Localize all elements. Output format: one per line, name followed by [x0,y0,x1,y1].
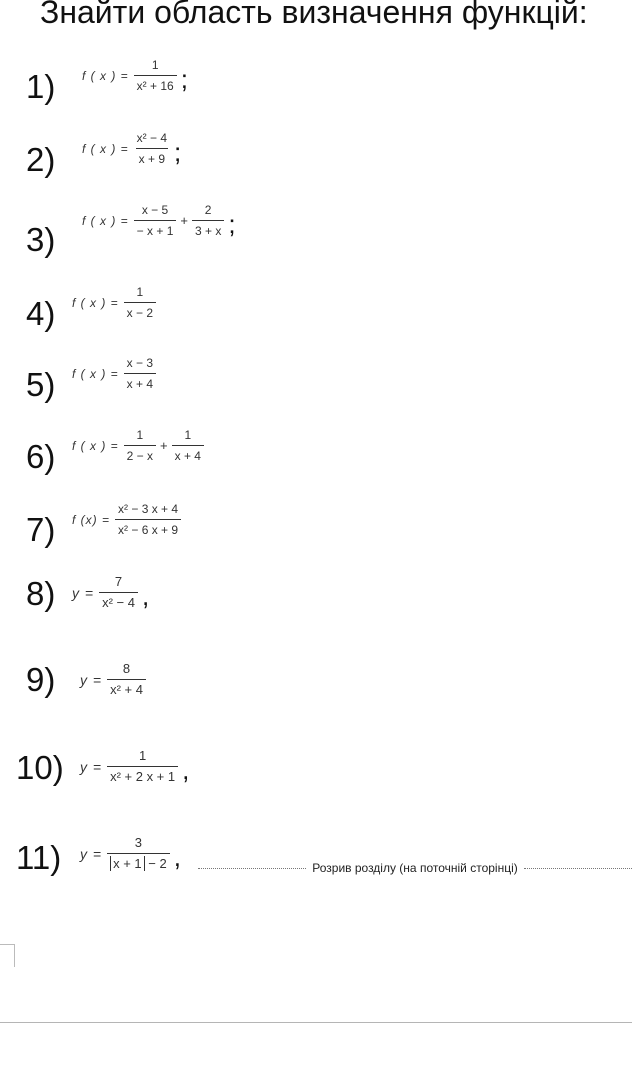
problem-number: 4) [26,295,56,332]
punctuation: ; [228,209,236,239]
punctuation: ; [174,137,182,167]
numerator: 3 [134,835,142,850]
formula [80,749,189,784]
formula [72,428,205,463]
fraction [115,502,181,537]
function-lhs: y = [80,758,103,775]
numerator: 2 [204,203,212,217]
function-lhs: f ( x ) = [82,213,129,228]
denominator: − x + 1 [134,220,177,238]
denominator: x² + 16 [134,75,177,93]
formula [72,575,149,610]
margin-corner-mark [0,944,15,967]
problem-number: 9) [26,661,56,698]
function-lhs: y = [80,671,103,688]
denominator: x² + 2 x + 1 [107,766,178,784]
problem-number: 8) [26,575,56,612]
numerator: 1 [151,58,159,72]
fraction [124,356,156,391]
fraction [107,662,146,697]
fraction [134,131,170,166]
page-divider [0,1022,632,1023]
numerator: x − 5 [141,203,169,217]
fraction [99,575,138,610]
function-lhs: y = [80,845,103,862]
denominator: x − 2 [124,302,156,320]
denominator-rest: − 2 [148,856,167,871]
problem-number: 10) [16,749,64,786]
punctuation: , [182,755,190,785]
formula [72,356,157,391]
numerator: x² − 3 x + 4 [118,502,179,516]
problem-number: 6) [26,438,56,475]
formula [82,203,236,238]
denominator [107,853,170,871]
punctuation: , [141,581,150,611]
section-break [198,861,632,875]
formula [82,131,181,166]
function-lhs: f ( x ) = [72,366,119,381]
formula [80,836,181,871]
problem-number: 2) [26,141,56,178]
dotted-line [198,868,306,869]
formula [82,58,188,93]
fraction [134,203,177,238]
problem-number: 1) [26,68,56,105]
plus-operator: + [160,438,168,453]
numerator: 1 [136,428,144,442]
fraction [172,428,204,463]
denominator: x + 9 [136,148,168,166]
denominator: x² + 4 [107,679,146,697]
function-lhs: f ( x ) = [82,68,129,83]
denominator: x² − 6 x + 9 [115,519,181,537]
absolute-value: x + 1 [110,856,145,871]
problem-number: 3) [26,221,56,258]
numerator: 1 [184,428,192,442]
problem-number: 7) [26,511,56,548]
function-lhs: f ( x ) = [72,438,119,453]
section-break-label: Розрив розділу (на поточній сторінці) [312,861,518,875]
denominator: x² − 4 [99,592,138,610]
denominator: 3 + x [192,220,224,238]
fraction [134,58,177,93]
punctuation: ; [180,64,188,94]
formula [72,285,157,320]
formula [80,662,147,697]
numerator: x² − 4 [136,131,168,145]
numerator: 7 [114,574,123,589]
numerator: 1 [138,748,147,763]
fraction [192,203,224,238]
problem-number: 5) [26,366,56,403]
formula [72,502,182,537]
plus-operator: + [180,213,188,228]
function-lhs: y = [72,584,95,601]
denominator: x + 4 [124,373,156,391]
function-lhs: f ( x ) = [82,141,129,156]
fraction [107,836,170,871]
denominator: 2 − x [124,445,156,463]
function-lhs: f (x) = [72,512,111,527]
function-lhs: f ( x ) = [72,295,119,310]
numerator: x − 3 [126,356,154,370]
dotted-line [524,868,632,869]
numerator: 1 [136,285,144,299]
numerator: 8 [122,661,131,676]
fraction [124,428,156,463]
page-title: Знайти область визначення функцій: [40,0,588,30]
fraction [107,749,178,784]
punctuation: , [173,842,181,872]
problem-number: 11) [16,839,62,876]
denominator: x + 4 [172,445,204,463]
fraction [124,285,156,320]
